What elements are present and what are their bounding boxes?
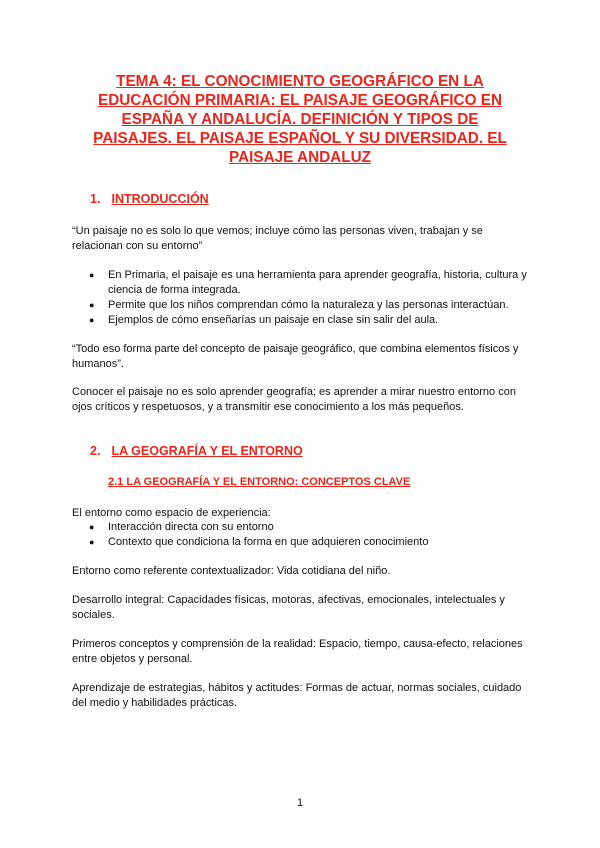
section-2-heading <box>90 444 303 458</box>
bullet-icon: ● <box>89 315 95 325</box>
entorno-paragraph-3: Primeros conceptos y comprensión de la realidad: Espacio, tiempo, causa-efecto, relaciones entre objetos y personal. <box>72 638 523 665</box>
list-item <box>72 313 532 328</box>
list-item <box>72 268 532 298</box>
intro-paragraph-2: Conocer el paisaje no es solo aprender geografía; es aprender a mirar nuestro entorno con ojos críticos y respetuosos, y a transmitir ese conocimiento a los más pequeños. <box>72 386 516 413</box>
section-2-number: 2. <box>90 444 101 458</box>
list-item-text: En Primaria, el paisaje es una herramienta para aprender geografía, historia, cultura y ciencia de forma integrada. <box>108 269 527 296</box>
entorno-paragraph-2: Desarrollo integral: Capacidades físicas, motoras, afectivas, emocionales, intelectuales y sociales. <box>72 594 505 621</box>
bullet-icon: ● <box>89 522 95 532</box>
entorno-intro: El entorno como espacio de experiencia: <box>72 507 271 519</box>
bullet-icon: ● <box>89 300 95 310</box>
list-item-text: Permite que los niños comprendan cómo la naturaleza y las personas interactúan. <box>108 299 509 311</box>
document-title: TEMA 4: EL CONOCIMIENTO GEOGRÁFICO EN LA EDUCACIÓN PRIMARIA: EL PAISAJE GEOGRÁFICO EN ESPAÑA Y ANDALUCÍA. DEFINICIÓN Y TIPOS DE PAISAJES. EL PAISAJE ESPAÑOL Y SU DIVERSIDAD. EL PAISAJE ANDALUZ <box>93 73 507 166</box>
page-number: 1 <box>296 797 304 809</box>
bullet-icon: ● <box>89 537 95 547</box>
section-2-title: LA GEOGRAFÍA Y EL ENTORNO <box>111 444 303 458</box>
entorno-bullet-list <box>72 520 532 550</box>
list-item-text: Interacción directa con su entorno <box>108 521 274 533</box>
bullet-icon: ● <box>89 270 95 280</box>
list-item <box>72 298 532 313</box>
intro-paragraph-1: “Todo eso forma parte del concepto de paisaje geográfico, que combina elementos físicos y humanos”. <box>72 343 519 370</box>
intro-quote: “Un paisaje no es solo lo que vemos; incluye cómo las personas viven, trabajan y se relacionan con su entorno” <box>72 225 483 252</box>
section-1-number: 1. <box>90 192 101 206</box>
list-item-text: Contexto que condiciona la forma en que adquieren conocimiento <box>108 536 429 548</box>
list-item-text: Ejemplos de cómo enseñarías un paisaje en clase sin salir del aula. <box>108 314 439 326</box>
entorno-paragraph-1: Entorno como referente contextualizador: Vida cotidiana del niño. <box>72 565 391 577</box>
intro-bullet-list <box>72 268 532 328</box>
list-item <box>72 535 532 550</box>
section-1-heading <box>90 192 209 206</box>
subsection-2-1-heading: 2.1 LA GEOGRAFÍA Y EL ENTORNO: CONCEPTOS CLAVE <box>108 476 411 488</box>
entorno-paragraph-4: Aprendizaje de estrategias, hábitos y actitudes: Formas de actuar, normas sociales, cuidado del medio y habilidades prácticas. <box>72 682 522 709</box>
section-1-title: INTRODUCCIÓN <box>111 192 209 206</box>
list-item <box>72 520 532 535</box>
